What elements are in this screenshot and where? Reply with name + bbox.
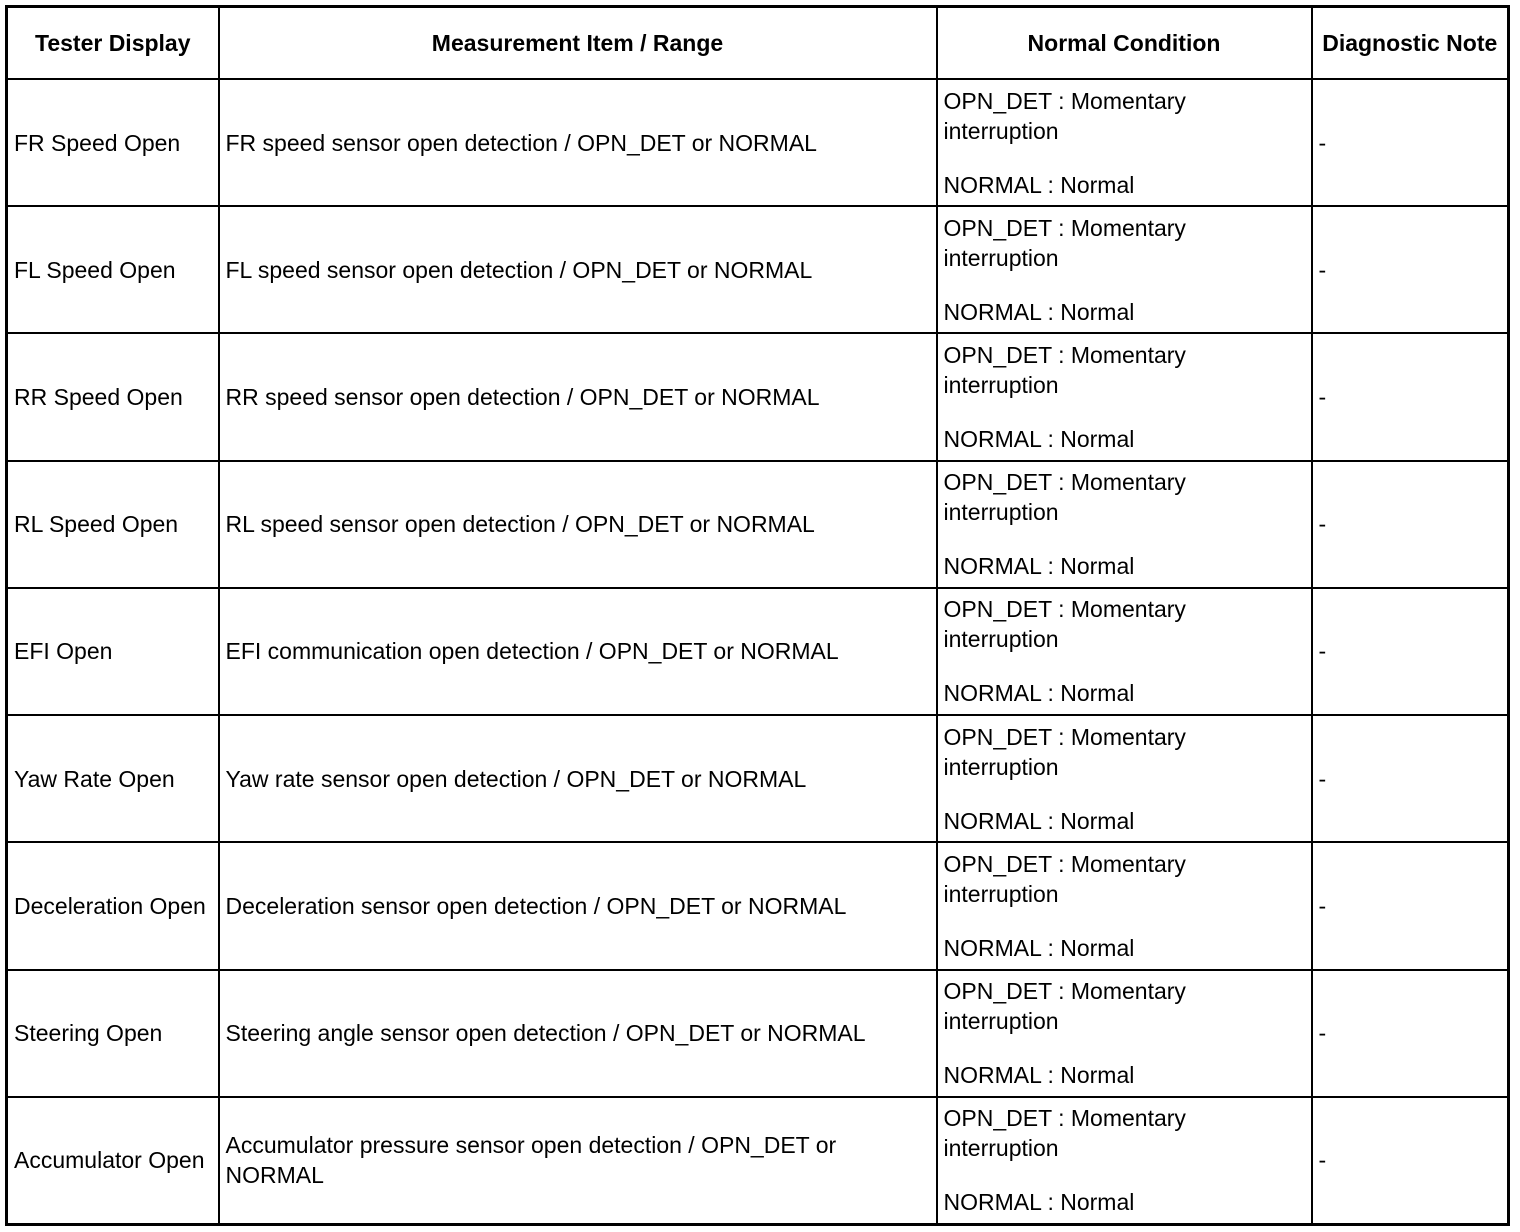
- tester-display-cell: RL Speed Open: [7, 461, 219, 588]
- table-row: [7, 1097, 1509, 1225]
- tester-display-cell: RR Speed Open: [7, 333, 219, 460]
- normal-condition-cell: [937, 333, 1312, 460]
- condition-normal: NORMAL : Normal: [943, 171, 1135, 198]
- diagnostic-note-cell: -: [1312, 206, 1509, 333]
- diagnostic-note-cell: -: [1312, 970, 1509, 1097]
- condition-opn-det: OPN_DET : Momentary interruption: [943, 1105, 1186, 1162]
- condition-opn-det: OPN_DET : Momentary interruption: [943, 723, 1186, 780]
- table-row: [7, 461, 1509, 588]
- normal-condition-cell: [937, 461, 1312, 588]
- tester-display-cell: Yaw Rate Open: [7, 715, 219, 842]
- measurement-cell: Yaw rate sensor open detection / OPN_DET or NORMAL: [219, 715, 937, 842]
- header-measurement: Measurement Item / Range: [219, 7, 937, 80]
- header-diagnostic-note: Diagnostic Note: [1312, 7, 1509, 80]
- condition-normal: NORMAL : Normal: [943, 1189, 1135, 1216]
- measurement-cell: Deceleration sensor open detection / OPN_DET or NORMAL: [219, 842, 937, 969]
- measurement-cell: FL speed sensor open detection / OPN_DET or NORMAL: [219, 206, 937, 333]
- diagnostic-note-cell: -: [1312, 1097, 1509, 1225]
- condition-normal: NORMAL : Normal: [943, 934, 1135, 961]
- diagnostic-note-cell: -: [1312, 461, 1509, 588]
- normal-condition-cell: [937, 588, 1312, 715]
- tester-display-cell: EFI Open: [7, 588, 219, 715]
- tester-display-cell: FL Speed Open: [7, 206, 219, 333]
- condition-normal: NORMAL : Normal: [943, 1062, 1135, 1089]
- normal-condition-cell: [937, 206, 1312, 333]
- condition-normal: NORMAL : Normal: [943, 680, 1135, 707]
- condition-opn-det: OPN_DET : Momentary interruption: [943, 214, 1186, 271]
- table-row: [7, 206, 1509, 333]
- tester-display-cell: Deceleration Open: [7, 842, 219, 969]
- normal-condition-cell: [937, 842, 1312, 969]
- header-tester-display: Tester Display: [7, 7, 219, 80]
- tester-display-cell: FR Speed Open: [7, 79, 219, 206]
- diagnostic-note-cell: -: [1312, 588, 1509, 715]
- measurement-cell: Accumulator pressure sensor open detection / OPN_DET or NORMAL: [219, 1097, 937, 1225]
- condition-opn-det: OPN_DET : Momentary interruption: [943, 342, 1186, 399]
- condition-normal: NORMAL : Normal: [943, 553, 1135, 580]
- diagnostic-note-cell: -: [1312, 333, 1509, 460]
- condition-normal: NORMAL : Normal: [943, 426, 1135, 453]
- condition-opn-det: OPN_DET : Momentary interruption: [943, 596, 1186, 653]
- normal-condition-cell: [937, 715, 1312, 842]
- condition-opn-det: OPN_DET : Momentary interruption: [943, 978, 1186, 1035]
- tester-display-cell: Steering Open: [7, 970, 219, 1097]
- measurement-cell: EFI communication open detection / OPN_DET or NORMAL: [219, 588, 937, 715]
- measurement-cell: RL speed sensor open detection / OPN_DET or NORMAL: [219, 461, 937, 588]
- condition-opn-det: OPN_DET : Momentary interruption: [943, 87, 1186, 144]
- measurement-cell: FR speed sensor open detection / OPN_DET or NORMAL: [219, 79, 937, 206]
- table-row: [7, 588, 1509, 715]
- table-row: [7, 333, 1509, 460]
- condition-opn-det: OPN_DET : Momentary interruption: [943, 850, 1186, 907]
- table-row: [7, 79, 1509, 206]
- normal-condition-cell: [937, 970, 1312, 1097]
- normal-condition-cell: [937, 79, 1312, 206]
- table-row: [7, 715, 1509, 842]
- normal-condition-cell: [937, 1097, 1312, 1225]
- condition-normal: NORMAL : Normal: [943, 807, 1135, 834]
- data-list-table: [5, 5, 1510, 1226]
- diagnostic-note-cell: -: [1312, 79, 1509, 206]
- measurement-cell: RR speed sensor open detection / OPN_DET or NORMAL: [219, 333, 937, 460]
- table-row: [7, 970, 1509, 1097]
- header-normal-condition: Normal Condition: [937, 7, 1312, 80]
- measurement-cell: Steering angle sensor open detection / OPN_DET or NORMAL: [219, 970, 937, 1097]
- table-row: [7, 842, 1509, 969]
- header-row: [7, 7, 1509, 80]
- diagnostic-note-cell: -: [1312, 842, 1509, 969]
- condition-normal: NORMAL : Normal: [943, 298, 1135, 325]
- condition-opn-det: OPN_DET : Momentary interruption: [943, 469, 1186, 526]
- diagnostic-note-cell: -: [1312, 715, 1509, 842]
- tester-display-cell: Accumulator Open: [7, 1097, 219, 1225]
